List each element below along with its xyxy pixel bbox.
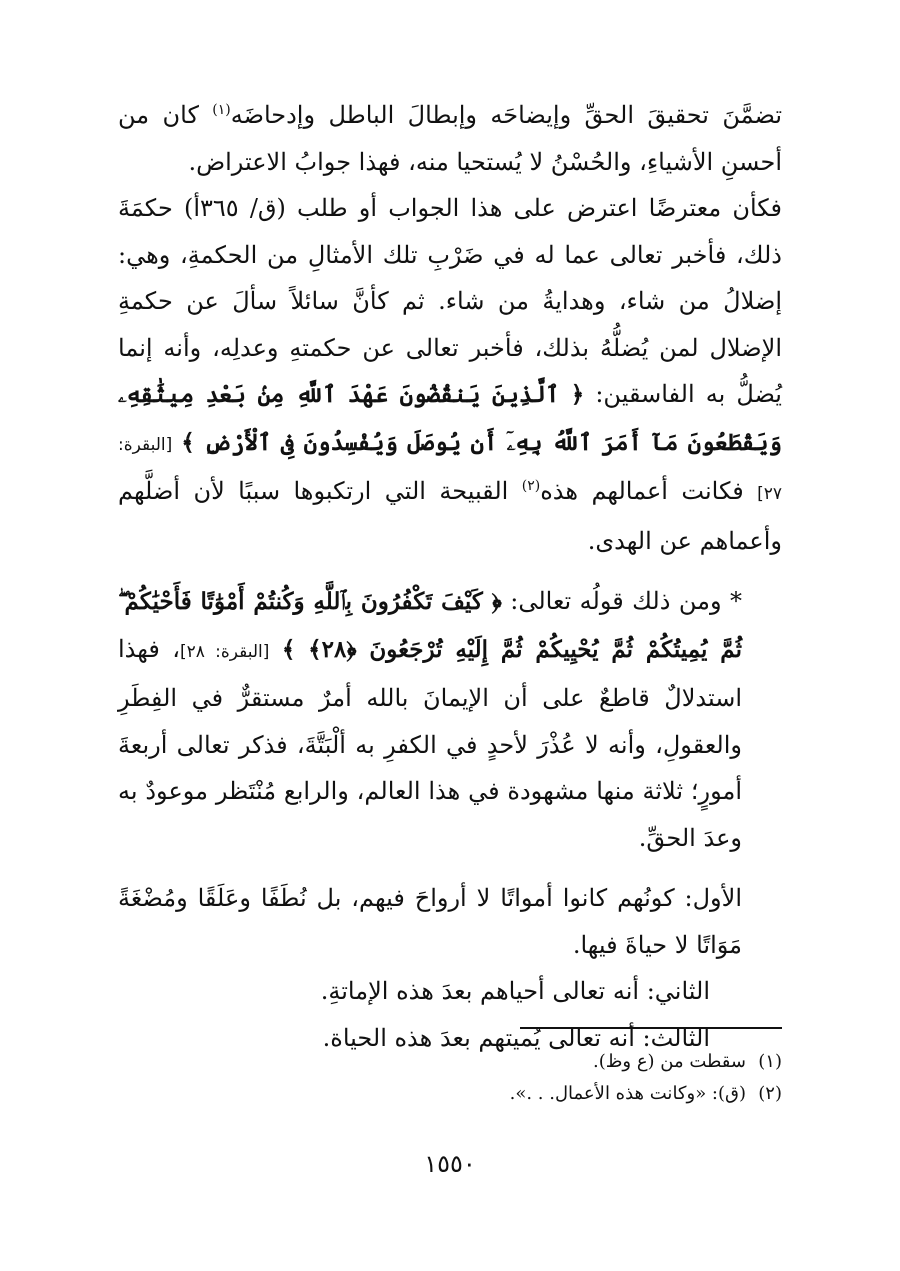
footnote-ref-1: (١): [212, 102, 231, 118]
paragraph-4-text: الأول: كونُهم كانوا أمواتًا لا أرواحَ فيهم، بل نُطَفًا وعَلَقًا ومُضْغَةً مَوَاتًا لا حياةَ فيها.: [118, 884, 742, 959]
footnote-2-text: (ق): «وكانت هذه الأعمال. . .».: [509, 1083, 746, 1104]
paragraph-5-text: الثاني: أنه تعالى أحياهم بعدَ هذه الإماتةِ.: [320, 977, 710, 1005]
paragraph-2-before: فكأن معترضًا اعترض على هذا الجواب أو طلب (ق/ ٣٦٥أ) حكمَةَ ذلك، فأخبر تعالى عما له في ضَرْبِ تلك الأمثالِ من الحكمةِ، وهي: إضلالُ من شاء، وهدايةُ من شاء. ثم كأنَّ سائلاً سألَ عن حكمةِ الإضلال لمن يُضلُّهُ بذلك، فأخبر تعالى عن حكمتهِ وعدلِه، وأنه إنما يُضلُّ به الفاسقين:: [118, 194, 783, 408]
page-body: [118, 92, 782, 1061]
quran-verse-27: ﴿ ٱلَّذِينَ يَنقُضُونَ عَهْدَ ٱللَّهِ مِنۢ بَعْدِ مِيثَٰقِهِۦ وَيَقْطَعُونَ مَآ أَمَرَ ٱللَّهُ بِهِۦٓ أَن يُوصَلَ وَيُفْسِدُونَ فِى ٱلْأَرْضِ ﴾: [118, 381, 782, 456]
quran-reference-28: [البقرة: ٢٨]: [180, 641, 270, 662]
paragraph-1-text-after: كان من أحسنِ الأشياءِ، والحُسْنُ لا يُستحيا منه، فهذا جوابُ الاعتراض.: [118, 101, 782, 176]
paragraph-1-text: تضمَّنَ تحقيقَ الحقِّ وإيضاحَه وإبطالَ الباطل وإدحاضَه: [230, 101, 782, 129]
quran-verse-28: ﴿ كَيْفَ تَكْفُرُونَ بِٱللَّهِ وَكُنتُمْ أَمْوَٰتًا فَأَحْيَٰكُمْ ۖ ثُمَّ يُمِيتُكُمْ ثُمَّ يُحْيِيكُمْ ثُمَّ إِلَيْهِ تُرْجَعُونَ ﴿٢٨﴾ ﴾: [118, 588, 742, 663]
footnote-divider: [520, 1027, 782, 1029]
footnotes: [118, 1046, 782, 1110]
footnote-2-number: (٢): [758, 1083, 782, 1104]
paragraph-5: [118, 968, 782, 1015]
paragraph-2-after-2: القبيحة التي ارتكبوها سببًا لأن أضلَّهم وأعماهم عن الهدى.: [118, 477, 782, 555]
footnote-1-number: (١): [758, 1051, 782, 1072]
quran-reference-27: [البقرة: ٢٧]: [118, 434, 782, 504]
footnote-1: [118, 1046, 782, 1078]
paragraph-6-text: الثالث: أنه تعالى يُميتهم بعدَ هذه الحياة.: [322, 1023, 710, 1052]
paragraph-2: [118, 185, 782, 564]
paragraph-3: [118, 578, 782, 861]
paragraph-3-after: ، فهذا استدلالٌ قاطعٌ على أن الإيمانَ بالله أمرٌ مستقرٌّ في الفِطَرِ والعقولِ، وأنه لا عُذْرَ لأحدٍ في الكفرِ به ألْبَتَّةَ، فذكر تعالى أربعةَ أمورٍ؛ ثلاثة منها مشهودة في هذا العالم، والرابع مُنْتَظر موعودٌ به وعدَ الحقِّ.: [118, 634, 742, 852]
page-number: ١٥٥٠: [424, 1150, 476, 1178]
footnote-ref-2: (٢): [521, 478, 541, 494]
paragraph-3-before: * ومن ذلك قولُه تعالى:: [501, 587, 742, 615]
paragraph-1: [118, 92, 782, 185]
footnote-1-text: سقطت من (ع وظ).: [593, 1051, 746, 1072]
paragraph-2-after: فكانت أعمالهم هذه: [540, 477, 744, 505]
footnote-2: [118, 1078, 782, 1110]
paragraph-4: [118, 875, 782, 968]
